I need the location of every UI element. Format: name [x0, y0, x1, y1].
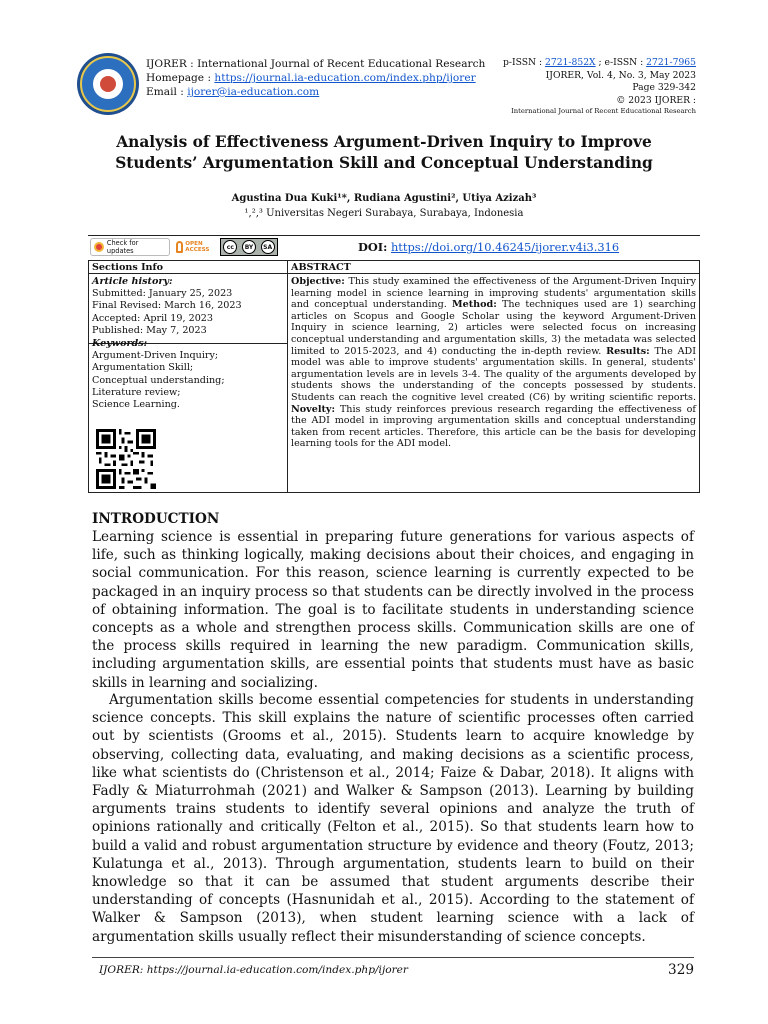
affiliation: ¹,²,³ Universitas Negeri Surabaya, Surabaya, Indonesia — [244, 208, 524, 219]
cc-license-badge[interactable] — [220, 238, 278, 256]
homepage-link[interactable]: https://journal.ia-education.com/index.php/ijorer — [214, 72, 476, 84]
title-line-1: Analysis of Effectiveness Argument-Driven Inquiry to Improve — [116, 133, 652, 151]
homepage-label: Homepage : — [146, 72, 215, 84]
cc-icon: cc — [223, 240, 237, 254]
logo-core — [93, 69, 123, 99]
issn-line — [503, 57, 696, 70]
keyword-item: Argument-Driven Inquiry; — [92, 350, 219, 362]
footer-journal-url: IJORER: https://journal.ia-education.com/index.php/ijorer — [99, 964, 408, 976]
keyword-item: Literature review; — [92, 386, 181, 398]
objective-label: Objective: — [291, 276, 345, 287]
open-access-label: OPEN ACCESS — [185, 241, 210, 253]
published-date: Published: May 7, 2023 — [92, 324, 207, 336]
volume-info: IJORER, Vol. 4, No. 3, May 2023 — [545, 69, 696, 81]
article-history — [92, 276, 284, 411]
email-link[interactable]: ijorer@ia-education.com — [187, 86, 320, 98]
footer-rule — [92, 957, 694, 958]
novelty-label: Novelty: — [291, 403, 336, 415]
copyright: © 2023 IJORER : — [616, 94, 696, 106]
keywords-label: Keywords: — [92, 338, 148, 350]
novelty-text: This study reinforces previous research regarding the effectiveness of the ADI model in improving argumentation skills and conceptual understanding taken from recent articles. Therefore, this article can be the basis for developing learning tools for the ADI model. — [291, 403, 696, 450]
pissn-label: p-ISSN : — [503, 57, 546, 68]
history-label: Article history: — [92, 276, 173, 287]
homepage-line — [146, 71, 485, 85]
check-updates-label: Check for updates — [106, 239, 139, 255]
info-box-header-rule — [88, 273, 700, 274]
keyword-item: Argumentation Skill; — [92, 362, 194, 374]
qr-code-icon[interactable] — [94, 429, 158, 489]
journal-name-line — [146, 57, 485, 71]
abstract-text — [291, 276, 696, 450]
method-text: The techniques used are 1) searching articles on Scopus and Google Scholar using the keyword Argument-Driven Inquiry in science learning, 2) articles were selected focus on increasing conceptual understanding and argumentation skills, 3) the metadata was selected limited to 2015-2023, and 4) conducting the in-depth review. — [291, 299, 696, 357]
eissn-link[interactable]: 2721-7965 — [646, 57, 696, 68]
page-range: Page 329-342 — [632, 82, 696, 93]
method-label: Method: — [451, 299, 497, 311]
paragraph-2: Argumentation skills become essential competencies for students in understanding science concepts. This skill explains the nature of scientific processes often carried out by scientists (Grooms et al., 2015). Students learn to acquire knowledge by observing, collecting data, evaluating, and making decisions as a scientific process, like what scientists do (Christenson et al., 2014; Faize & Dabar, 2018). It aligns with Fadly & Miaturrohmah (2021) and Walker & Sampson (2013). Learning by building arguments trains students to identify several opinions and analyze the truth of opinions rationally and critically (Felton et al., 2015). So that students learn how to build a valid and robust argumentation structure by evidence and theory (Foutz, 2013; Kulatunga et al., 2013). Through argumentation, students learn to build on their knowledge so that it can be assumed that student arguments describe their understanding of concepts (Hasnunidah et al., 2015). According to the statement of Walker & Sampson (2013), when student learning science with a lack of argumentation skills usually reflect their misunderstanding of science concepts. — [92, 692, 694, 945]
check-updates-icon — [94, 242, 104, 252]
accepted-date: Accepted: April 19, 2023 — [92, 312, 214, 324]
badges-row — [90, 238, 278, 256]
journal-name: : International Journal of Recent Educational Research — [186, 58, 486, 70]
doi-label: DOI: — [358, 240, 388, 254]
sections-info-title: Sections Info — [92, 262, 164, 273]
objective-text: This study examined the effectiveness of the Argument-Driven Inquiry learning model in science learning in improving students' argumentation skills and conceptual understanding. — [291, 276, 696, 311]
paragraph-1: Learning science is essential in preparing future generations for various aspects of life, such as thinking logically, making decisions about their choices, and engaging in social communication. For this reason, science learning is currently expected to be packaged in an inquiry process so that students can be directly involved in the process of obtaining information. The goal is to facilitate students in understanding science concepts as a whole and strengthen process skills. Communication skills are one of the process skills required in learning the new paradigm. Communication skills, including argumentation skills, are essential points that students must have as basic skills in learning and socializing. — [92, 529, 694, 691]
pissn-link[interactable]: 2721-852X — [545, 57, 596, 68]
abstract-title: ABSTRACT — [291, 262, 351, 273]
submitted-date: Submitted: January 25, 2023 — [92, 288, 233, 300]
introduction-heading: INTRODUCTION — [92, 511, 220, 527]
email-line — [146, 85, 485, 99]
info-box-divider — [287, 260, 288, 493]
revised-date: Final Revised: March 16, 2023 — [92, 300, 242, 312]
doi-link[interactable]: https://doi.org/10.46245/ijorer.v4i3.316 — [390, 240, 620, 254]
doi-line — [358, 240, 619, 254]
results-label: Results: — [606, 345, 650, 357]
journal-header-info — [146, 57, 485, 99]
title-line-2: Students’ Argumentation Skill and Conceptual Understanding — [115, 154, 653, 172]
authors: Agustina Dua Kuki¹*, Rudiana Agustini², Utiya Azizah³ — [231, 193, 537, 204]
email-label: Email : — [146, 86, 188, 98]
issue-info — [503, 57, 696, 116]
page-number: 329 — [668, 962, 694, 978]
divider-top — [88, 235, 700, 236]
journal-logo — [77, 53, 139, 115]
article-title — [92, 132, 676, 174]
logo-ring — [80, 56, 136, 112]
results-text: The ADI model was able to improve students' argumentation skills. In general, students' argumentation levels are in levels 3-4. The quality of the arguments developed by students shows the understanding of the concepts possessed by students. Students can reach the cognitive level created (C6) by writing scientific reports. — [291, 345, 696, 403]
open-lock-icon — [176, 241, 183, 253]
open-access-badge — [176, 238, 214, 256]
journal-abbr: IJORER — [146, 58, 187, 70]
sa-icon: SA — [261, 240, 275, 254]
check-updates-badge[interactable] — [90, 238, 170, 256]
keyword-item: Science Learning. — [92, 399, 180, 411]
copyright-sub: International Journal of Recent Educational Research — [511, 107, 696, 115]
eissn-label: ; e-ISSN : — [595, 57, 647, 68]
by-icon: BY — [242, 240, 256, 254]
keyword-item: Conceptual understanding; — [92, 374, 225, 386]
